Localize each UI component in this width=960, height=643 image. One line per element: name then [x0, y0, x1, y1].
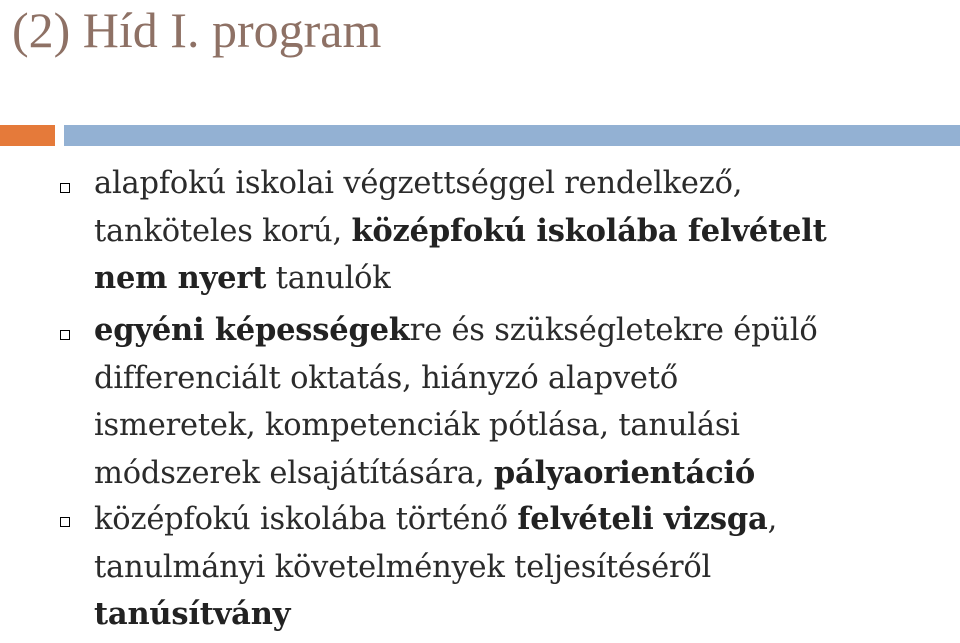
bullet-line — [94, 355, 954, 403]
text-run: tanulók — [266, 261, 391, 296]
text-run: , — [767, 502, 778, 537]
bullet-line — [94, 307, 954, 355]
bold-text-run: pályaorientáció — [493, 454, 756, 491]
text-run: tanköteles korú, — [94, 213, 352, 249]
bold-text-run: nem nyert — [94, 260, 267, 296]
bullet-text — [94, 496, 954, 639]
bullet-line — [94, 402, 954, 450]
bullet-line — [94, 255, 954, 303]
hollow-square-bullet-icon — [60, 517, 70, 527]
slide-title: (2) Híd I. program — [12, 2, 382, 58]
bullet-line — [94, 208, 954, 256]
bullet-line — [94, 544, 954, 592]
text-run: módszerek elsajátítására, — [94, 455, 494, 491]
bullet-line — [94, 450, 954, 498]
bold-text-run: középfokú iskolába felvételt — [351, 212, 827, 249]
bullet-line — [94, 160, 954, 208]
text-run: középfokú iskolába történő — [94, 502, 518, 537]
bullet-line — [94, 591, 954, 639]
bullet-line — [94, 496, 954, 544]
hollow-square-bullet-icon — [60, 330, 70, 340]
bold-text-run: egyéni képességek — [94, 312, 410, 348]
bullet-text — [94, 307, 954, 497]
text-run: differenciált oktatás, hiányzó alapvető — [94, 360, 679, 396]
text-run: ismeretek, kompetenciák pótlása, tanulási — [94, 408, 740, 443]
bullet-text — [94, 160, 954, 303]
text-run: tanulmányi követelmények teljesítéséről — [94, 549, 712, 585]
bold-text-run: felvételi vizsga — [517, 501, 768, 537]
hollow-square-bullet-icon — [60, 183, 70, 193]
text-run: alapfokú iskolai végzettséggel rendelkező, — [94, 166, 743, 201]
bold-text-run: tanúsítvány — [94, 596, 291, 632]
text-run: re és szükségletekre épülő — [409, 313, 818, 348]
